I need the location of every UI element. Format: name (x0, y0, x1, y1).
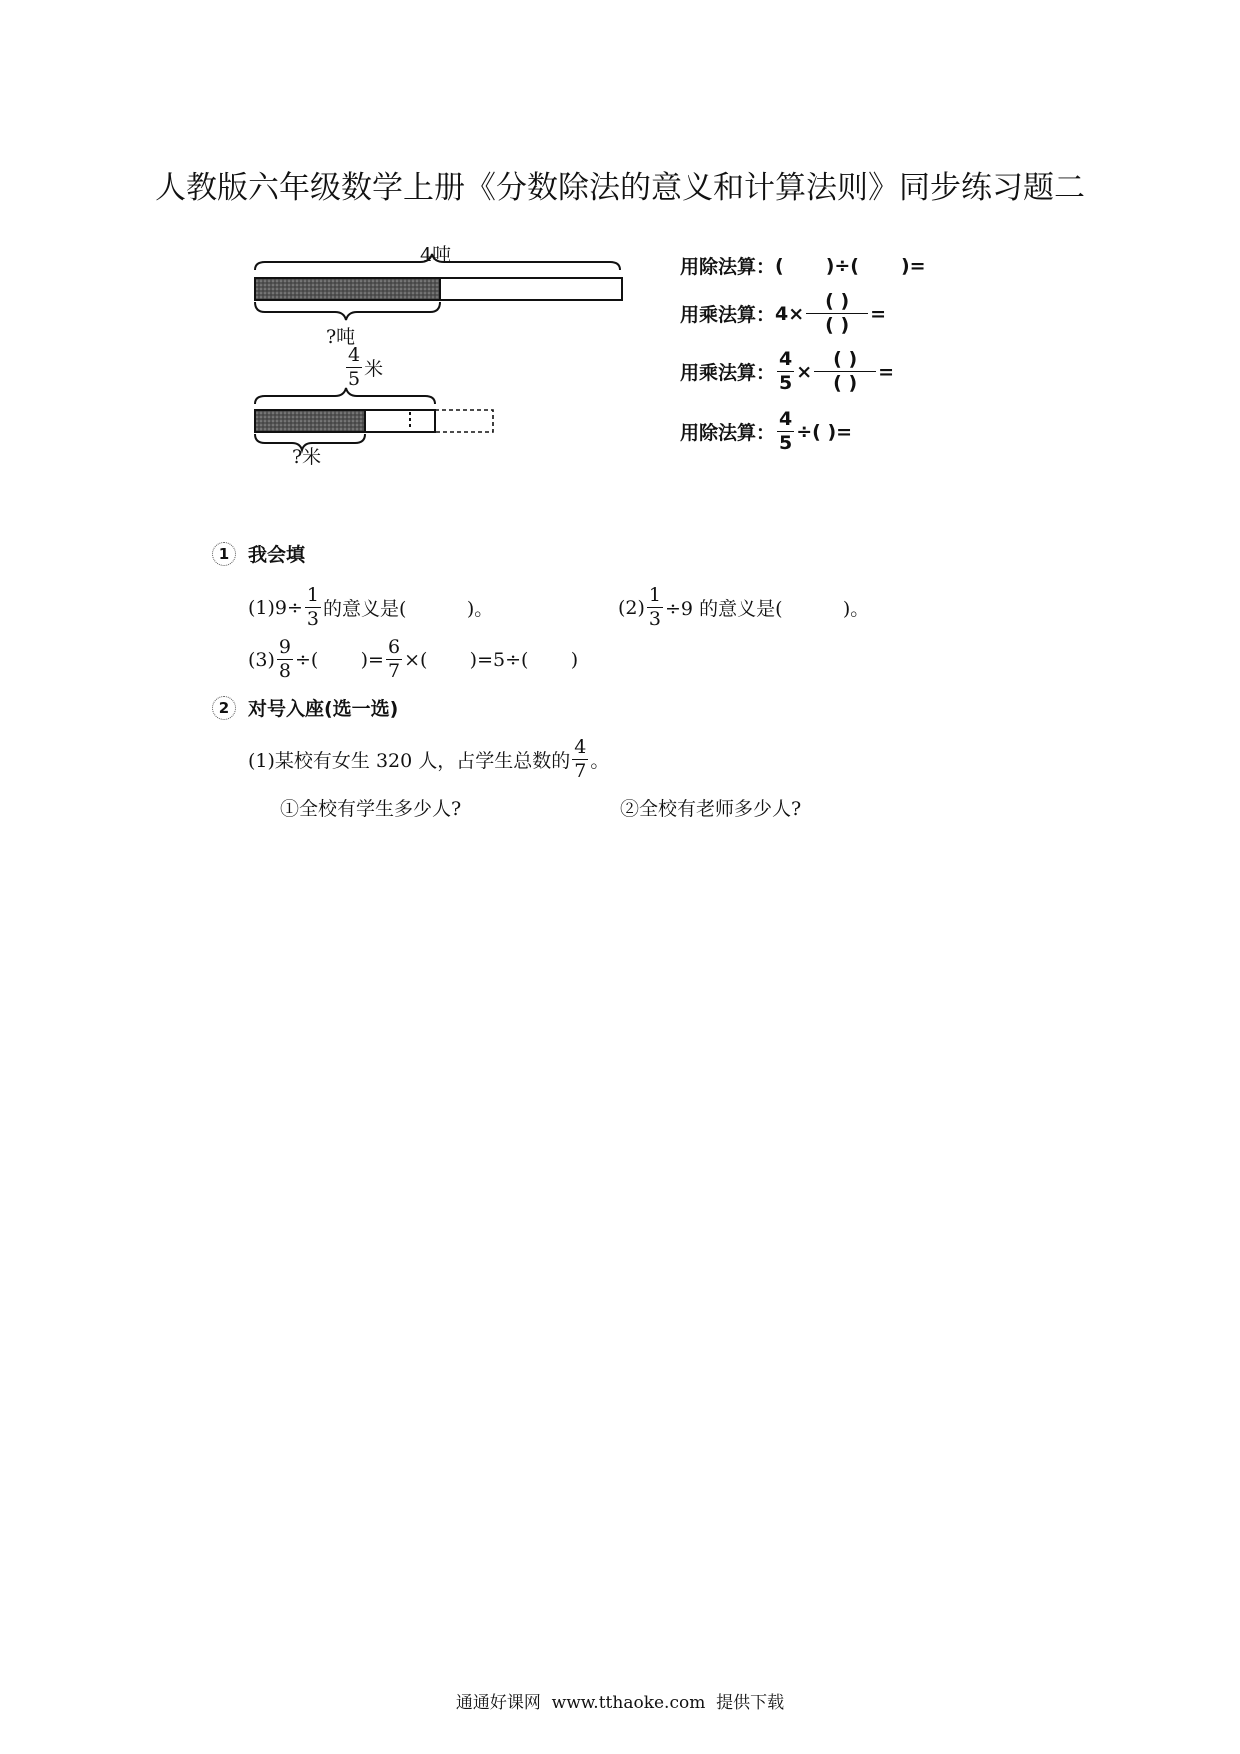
expr-part: (1)9÷ (248, 596, 303, 619)
question-text: (1)某校有女生 320 人，占学生总数的 (248, 750, 571, 772)
expr-part: 。 (590, 750, 610, 772)
fraction-numerator: 9 (278, 636, 292, 658)
top-part-label: ?吨 (326, 326, 356, 348)
fraction-numerator: 4 (348, 344, 361, 366)
fraction-1-3 (647, 586, 663, 629)
expr-part: (3) (248, 648, 275, 671)
expr-part: ÷( )= (295, 648, 384, 671)
blank-fraction (806, 292, 868, 335)
fraction-denominator: 5 (779, 432, 793, 454)
bottom-bar-shaded (255, 410, 365, 432)
bottom-part-label: ?米 (292, 446, 322, 468)
fraction-4-5 (777, 350, 794, 393)
s2-question-1 (248, 738, 609, 781)
expr-part: )= (901, 254, 926, 277)
section-2-marker: 2 (212, 696, 236, 720)
method-label: 用乘法算： (680, 362, 776, 384)
bottom-total-unit: 米 (364, 358, 384, 380)
fraction-numerator: ( ) (806, 292, 868, 314)
expr-part: = (870, 302, 887, 325)
expr-part: ×( )=5÷( ) (404, 648, 579, 671)
method-division-2 (680, 410, 852, 453)
fraction-denominator: 5 (779, 372, 793, 394)
fraction-denominator: 3 (306, 608, 320, 630)
fraction-numerator: 6 (387, 636, 401, 658)
fraction-4-7 (572, 738, 588, 781)
fraction-denominator: 7 (574, 760, 587, 782)
bottom-total-label (344, 346, 383, 389)
fraction-1-3 (305, 586, 321, 629)
fraction-numerator: 4 (779, 348, 793, 370)
fraction-6-7 (386, 638, 402, 681)
bottom-bar-dashed-extension (435, 410, 493, 432)
expr-part: ÷9 的意义是( )。 (665, 598, 870, 620)
expr-part: × (796, 360, 813, 383)
expr-part: (2) (618, 596, 645, 619)
fraction-denominator: 7 (387, 660, 401, 682)
s2-option-2: ②全校有老师多少人? (620, 798, 802, 820)
footer-credit: 通通好课网 www.tthaoke.com 提供下载 (455, 1693, 785, 1713)
section-1-marker: 1 (212, 542, 236, 566)
top-bar-shaded (255, 278, 440, 300)
method-multiplication-2 (680, 350, 894, 393)
section-1-heading (212, 540, 305, 567)
expr-part: )÷( (825, 254, 859, 277)
fraction-numerator: 1 (648, 584, 662, 606)
bottom-total-fraction (346, 346, 362, 389)
page-title: 人教版六年级数学上册《分数除法的意义和计算法则》同步练习题二 (155, 170, 1085, 206)
fraction-numerator: 1 (306, 584, 320, 606)
fraction-denominator: 5 (348, 368, 361, 390)
method-label: 用除法算： (680, 256, 776, 278)
section-heading: 我会填 (248, 544, 306, 566)
fraction-9-8 (277, 638, 293, 681)
s1-question-3 (248, 638, 578, 681)
top-total-label: 4吨 (420, 244, 452, 266)
fraction-numerator: ( ) (814, 350, 876, 372)
expr-part: = (878, 360, 895, 383)
s1-question-2 (618, 586, 869, 629)
fraction-denominator: 8 (278, 660, 292, 682)
s1-question-1 (248, 586, 493, 629)
fraction-denominator: ( ) (825, 314, 850, 336)
s2-option-1: ①全校有学生多少人? (280, 798, 462, 820)
top-part-brace (255, 302, 440, 320)
expr-part: 4× (775, 302, 805, 325)
expr-part: 的意义是( )。 (323, 598, 494, 620)
fraction-denominator: 3 (648, 608, 662, 630)
section-2-heading (212, 694, 398, 721)
expr-part: ÷( )= (796, 420, 853, 443)
fraction-4-5 (777, 410, 794, 453)
fraction-numerator: 4 (779, 408, 793, 430)
expr-part: ( (775, 254, 784, 277)
method-multiplication-1 (680, 292, 886, 335)
method-label: 用乘法算： (680, 304, 776, 326)
method-division-1 (680, 252, 926, 279)
method-label: 用除法算： (680, 422, 776, 444)
fraction-numerator: 4 (574, 736, 587, 758)
blank-fraction (814, 350, 876, 393)
section-heading: 对号入座(选一选) (248, 698, 399, 720)
fraction-denominator: ( ) (833, 372, 858, 394)
bottom-brace (255, 388, 435, 404)
